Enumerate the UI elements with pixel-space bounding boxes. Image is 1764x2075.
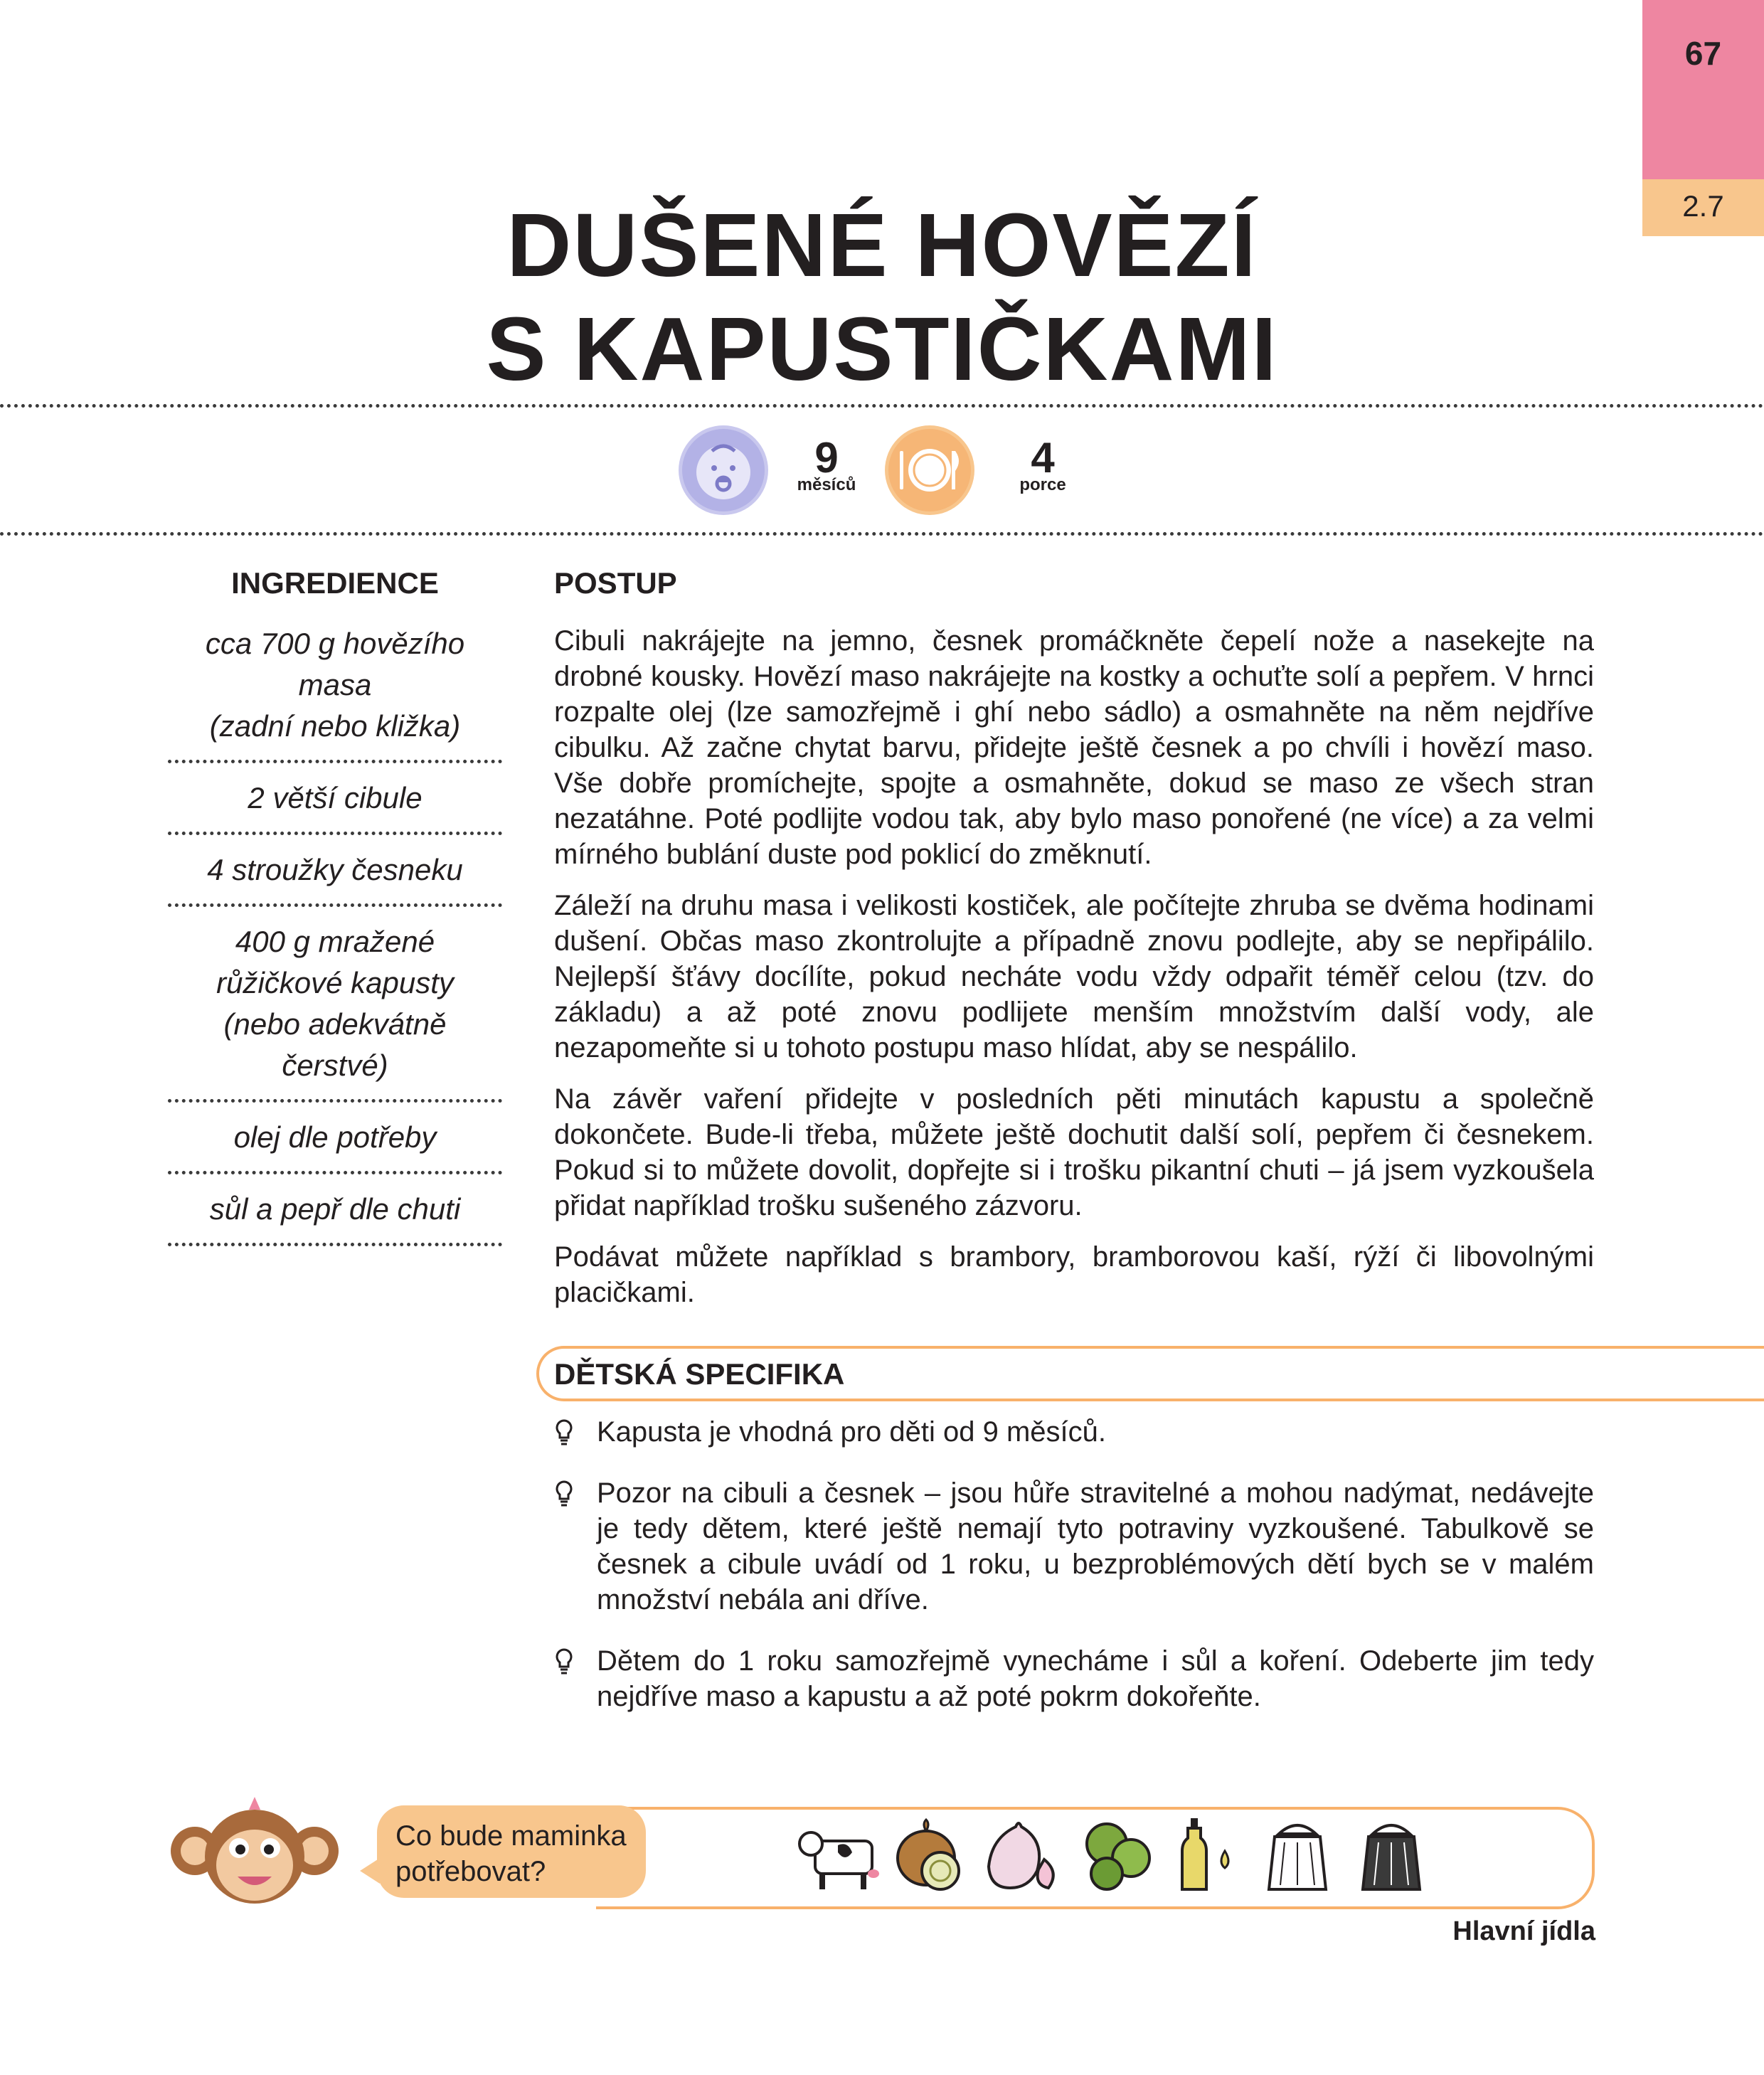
cow-icon — [797, 1817, 881, 1894]
ingredient-item: 4 stroužky česneku — [168, 844, 502, 907]
garlic-icon — [984, 1817, 1063, 1894]
recipe-title — [0, 193, 1764, 401]
ingredient-item: 400 g mražené růžičkové kapusty (nebo adekvátně čerstvé) — [168, 916, 502, 1103]
chapter-footer: Hlavní jídla — [1452, 1916, 1595, 1946]
divider-top — [0, 404, 1764, 408]
speech-bubble-text: Co bude maminka potřebovat? — [395, 1820, 627, 1887]
kids-tip-text: Kapusta je vhodná pro děti od 9 měsíců. — [597, 1416, 1107, 1448]
portions-unit: porce — [1019, 475, 1066, 494]
page-number: 67 — [1684, 35, 1722, 72]
baby-face-icon — [679, 425, 768, 515]
recipe-title-line1: DUŠENÉ HOVĚZÍ — [506, 195, 1258, 295]
pepper-shaker-icon — [1357, 1817, 1425, 1894]
salt-shaker-icon — [1263, 1817, 1332, 1894]
ingredients-list — [168, 617, 502, 1255]
lightbulb-icon — [554, 1647, 574, 1676]
lightbulb-icon — [554, 1418, 574, 1447]
age-value: 9 — [814, 434, 839, 482]
monkey-mascot-icon — [169, 1793, 340, 1906]
kids-heading: DĚTSKÁ SPECIFIKA — [554, 1357, 845, 1391]
ingredient-item: olej dle potřeby — [168, 1111, 502, 1174]
onion-icon — [891, 1817, 967, 1894]
kids-tip-text: Pozor na cibuli a česnek – jsou hůře stravitelné a mohou nadýmat, nedávejte je tedy dětem, které ještě nemají tyto potraviny vyzkoušené. Tabulkově se česnek a cibule uvádí od 1 roku, u bezproblémových dětí bych se v malém množství nebála ani dříve. — [597, 1477, 1594, 1615]
speech-bubble-tail — [360, 1858, 380, 1884]
page-tab-pink — [1642, 0, 1764, 179]
plate-cutlery-icon — [885, 425, 974, 515]
kids-tips-list — [554, 1414, 1594, 1740]
recipe-title-line2: S KAPUSTIČKAMI — [486, 299, 1278, 399]
age-unit: měsíců — [797, 475, 856, 494]
kids-tip — [554, 1643, 1594, 1714]
ingredients-heading: INGREDIENCE — [231, 566, 439, 600]
ingredient-item: cca 700 g hovězího masa (zadní nebo kližka) — [168, 617, 502, 763]
kids-tip — [554, 1414, 1594, 1450]
ingredient-item: sůl a pepř dle chuti — [168, 1183, 502, 1246]
procedure-paragraph: Na závěr vaření přidejte v posledních pěti minutách kapustu a společně dokončete. Bude-li třeba, můžete ještě dochutit další solí, pepřem či česnekem. Pokud si to můžete dovolit, dopřejte si i trošku pikantní chuti – já jsem vyzkoušela přidat například trošku sušeného zázvoru. — [554, 1083, 1594, 1221]
procedure-paragraph: Záleží na druhu masa i velikosti kostiček, ale počítejte zhruba se dvěma hodinami dušení. Občas maso zkontrolujte a případně znovu podlejte, aby se nepřipálilo. Nejlepší šťávy docílíte, pokud necháte vodu vždy odpařit téměř celou (tzv. do základu) a až poté znovu podlijete menším množstvím další vody, ale nezapomeňte si u tohoto postupu maso hlídat, aby se nespálilo. — [554, 890, 1594, 1063]
procedure-paragraph: Podávat můžete například s brambory, bramborovou kaší, rýží či libovolnými placičkami. — [554, 1241, 1594, 1308]
lightbulb-icon — [554, 1480, 574, 1508]
kids-tip-text: Dětem do 1 roku samozřejmě vynecháme i sůl a koření. Odeberte jim tedy nejdříve maso a kapustu a až poté pokrm dokořeňte. — [597, 1645, 1594, 1712]
procedure-paragraph: Cibuli nakrájejte na jemno, česnek promáčkněte čepelí nože a nasekejte na drobné kousky. Hovězí maso nakrájejte na kostky a ochuťte solí a pepřem. V hrnci rozpalte olej (lze samozřejmě i ghí nebo sádlo) a osmahněte na něm nejdříve cibulku. Až začne chytat barvu, přidejte ještě česnek a po chvíli i hovězí maso. Vše dobře promíchejte, spojte a osmahněte, dokud se maso ze všech stran nezatáhne. Poté podlijte vodou tak, aby bylo maso ponořené (ne více) a za velmi mírného bublání duste pod poklicí do změknutí. — [554, 625, 1594, 870]
oil-bottle-icon — [1172, 1817, 1240, 1894]
ingredient-item: 2 větší cibule — [168, 772, 502, 835]
procedure-heading: POSTUP — [554, 566, 677, 600]
portions-value: 4 — [1031, 434, 1055, 482]
procedure-body — [554, 623, 1594, 1326]
divider-meta — [0, 532, 1764, 536]
brussels-sprouts-icon — [1078, 1817, 1157, 1894]
kids-tip — [554, 1475, 1594, 1618]
section-number: 2.7 — [1682, 189, 1724, 223]
